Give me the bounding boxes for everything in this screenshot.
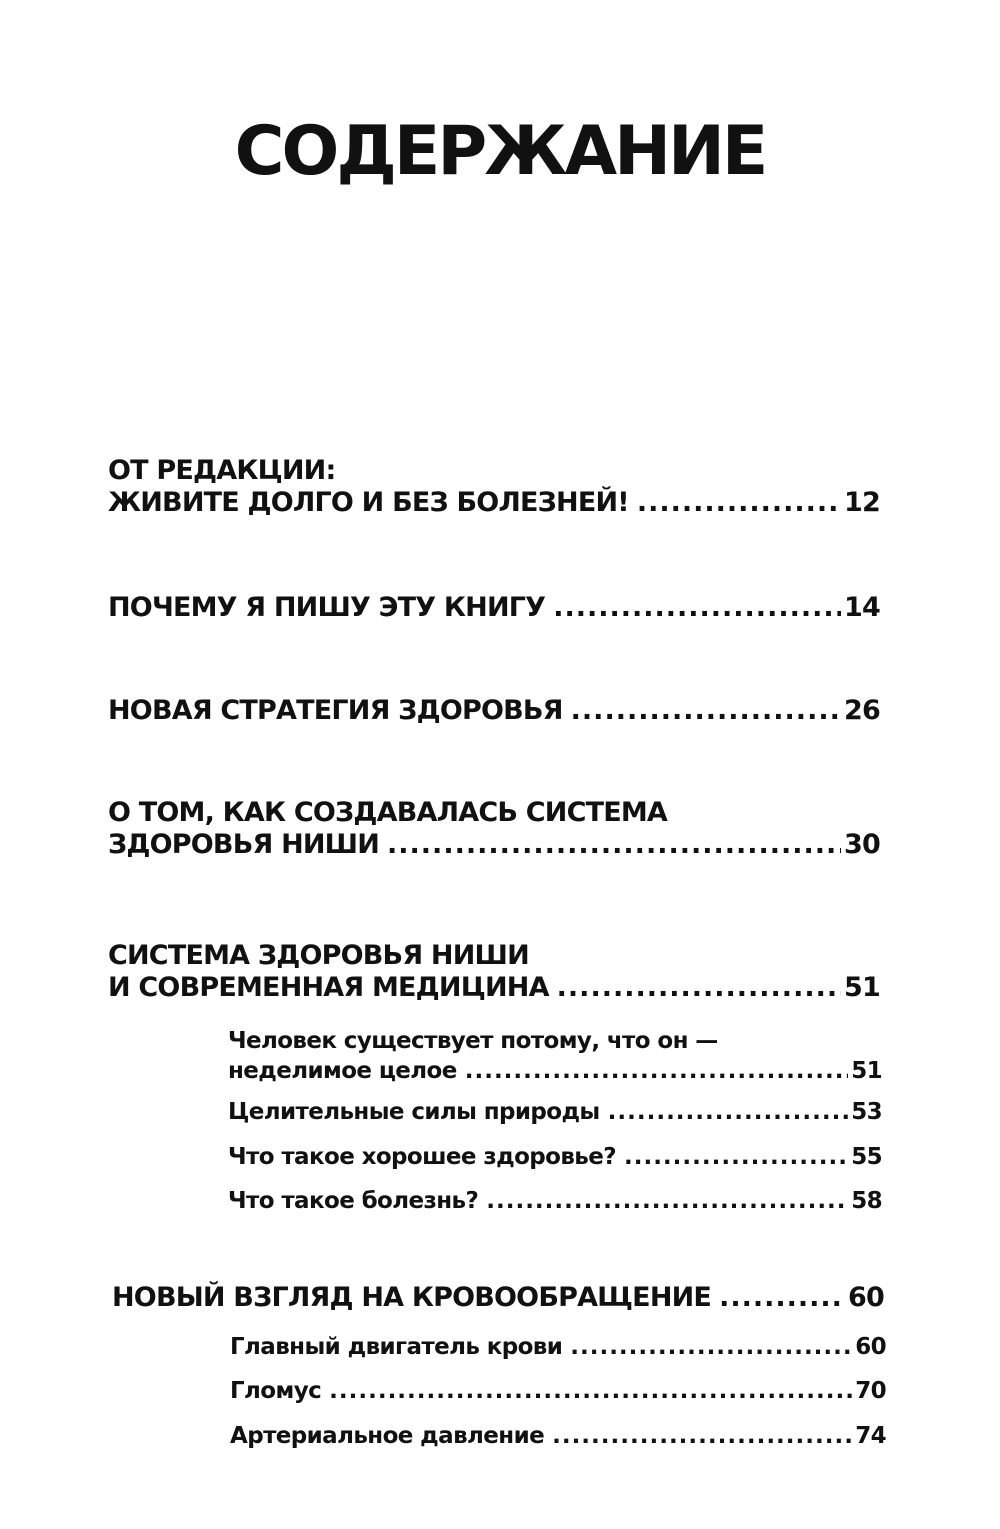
toc-entry-title: Главный двигатель крови bbox=[230, 1334, 563, 1360]
dot-leader bbox=[637, 487, 841, 519]
dot-leader bbox=[719, 1282, 845, 1314]
toc-entry-title: ЖИВИТЕ ДОЛГО И БЕЗ БОЛЕЗНЕЙ! bbox=[108, 487, 629, 518]
toc-entry-title: Артериальное давление bbox=[230, 1423, 545, 1449]
page-number: 51 bbox=[851, 1058, 882, 1084]
toc-entry-line bbox=[108, 695, 880, 727]
toc-entry-title: НОВАЯ СТРАТЕГИЯ ЗДОРОВЬЯ bbox=[108, 695, 563, 726]
dot-leader bbox=[552, 1421, 852, 1451]
toc-entry-title: Гломус bbox=[230, 1378, 322, 1404]
toc-entry-title: О ТОМ, КАК СОЗДАВАЛАСЬ СИСТЕМА bbox=[108, 797, 668, 828]
toc-entry-line bbox=[108, 592, 880, 624]
dot-leader bbox=[608, 1097, 849, 1127]
page-number: 26 bbox=[844, 695, 880, 726]
toc-entry-editorial bbox=[108, 455, 880, 519]
toc-subentry-disease bbox=[228, 1186, 882, 1216]
toc-entry-title: И СОВРЕМЕННАЯ МЕДИЦИНА bbox=[108, 972, 549, 1003]
toc-entry-title: ОТ РЕДАКЦИИ: bbox=[108, 455, 336, 486]
toc-entry-line bbox=[228, 1186, 882, 1216]
toc-entry-nishi-and-medicine bbox=[108, 940, 880, 1004]
dot-leader bbox=[465, 1056, 848, 1086]
page-title: СОДЕРЖАНИЕ bbox=[234, 112, 766, 191]
toc-entry-title: НОВЫЙ ВЗГЛЯД НА КРОВООБРАЩЕНИЕ bbox=[112, 1282, 712, 1313]
dot-leader bbox=[553, 592, 841, 624]
toc-subentry-glomus bbox=[230, 1376, 886, 1406]
toc-subentry-blood-engine bbox=[230, 1332, 886, 1362]
toc-entry-why-i-write bbox=[108, 592, 880, 624]
toc-entry-how-system-created bbox=[108, 797, 880, 861]
page-number: 74 bbox=[855, 1423, 886, 1449]
toc-entry-line bbox=[108, 940, 880, 972]
toc-entry-line bbox=[228, 1056, 882, 1086]
toc-entry-line bbox=[228, 1097, 882, 1127]
page-number: 53 bbox=[851, 1099, 882, 1125]
toc-entry-title: Что такое болезнь? bbox=[228, 1188, 479, 1214]
toc-entry-title: ЗДОРОВЬЯ НИШИ bbox=[108, 829, 380, 860]
toc-entry-line bbox=[108, 829, 880, 861]
toc-entry-line bbox=[228, 1142, 882, 1172]
page-number: 60 bbox=[855, 1334, 886, 1360]
toc-entry-line bbox=[112, 1282, 884, 1314]
toc-entry-line bbox=[108, 797, 880, 829]
toc-entry-line bbox=[108, 487, 880, 519]
page-number: 58 bbox=[851, 1188, 882, 1214]
toc-subentry-healing-forces bbox=[228, 1097, 882, 1127]
toc-subentry-good-health bbox=[228, 1142, 882, 1172]
toc-entry-line bbox=[108, 972, 880, 1004]
toc-entry-circulation bbox=[112, 1282, 884, 1314]
dot-leader bbox=[486, 1186, 848, 1216]
dot-leader bbox=[557, 972, 841, 1004]
toc-entry-line bbox=[230, 1376, 886, 1406]
toc-subentry-indivisible-whole bbox=[228, 1026, 882, 1086]
page-number: 55 bbox=[851, 1144, 882, 1170]
dot-leader bbox=[329, 1376, 852, 1406]
page-number: 70 bbox=[855, 1378, 886, 1404]
toc-entry-line bbox=[230, 1332, 886, 1362]
toc-entry-line bbox=[230, 1421, 886, 1451]
page-number: 12 bbox=[844, 487, 880, 518]
dot-leader bbox=[624, 1142, 848, 1172]
toc-entry-title: неделимое целое bbox=[228, 1058, 457, 1084]
page-number: 14 bbox=[844, 592, 880, 623]
page-number: 51 bbox=[844, 972, 880, 1003]
page-number: 60 bbox=[848, 1282, 884, 1313]
toc-entry-title: СИСТЕМА ЗДОРОВЬЯ НИШИ bbox=[108, 940, 529, 971]
page-number: 30 bbox=[844, 829, 880, 860]
toc-entry-title: Человек существует потому, что он — bbox=[228, 1028, 718, 1054]
toc-entry-title: Целительные силы природы bbox=[228, 1099, 600, 1125]
toc-entry-title: Что такое хорошее здоровье? bbox=[228, 1144, 616, 1170]
toc-entry-line bbox=[108, 455, 880, 487]
toc-entry-new-strategy bbox=[108, 695, 880, 727]
dot-leader bbox=[571, 695, 841, 727]
toc-subentry-blood-pressure bbox=[230, 1421, 886, 1451]
dot-leader bbox=[387, 829, 841, 861]
toc-entry-line bbox=[228, 1026, 882, 1056]
dot-leader bbox=[570, 1332, 852, 1362]
toc-entry-title: ПОЧЕМУ Я ПИШУ ЭТУ КНИГУ bbox=[108, 592, 546, 623]
